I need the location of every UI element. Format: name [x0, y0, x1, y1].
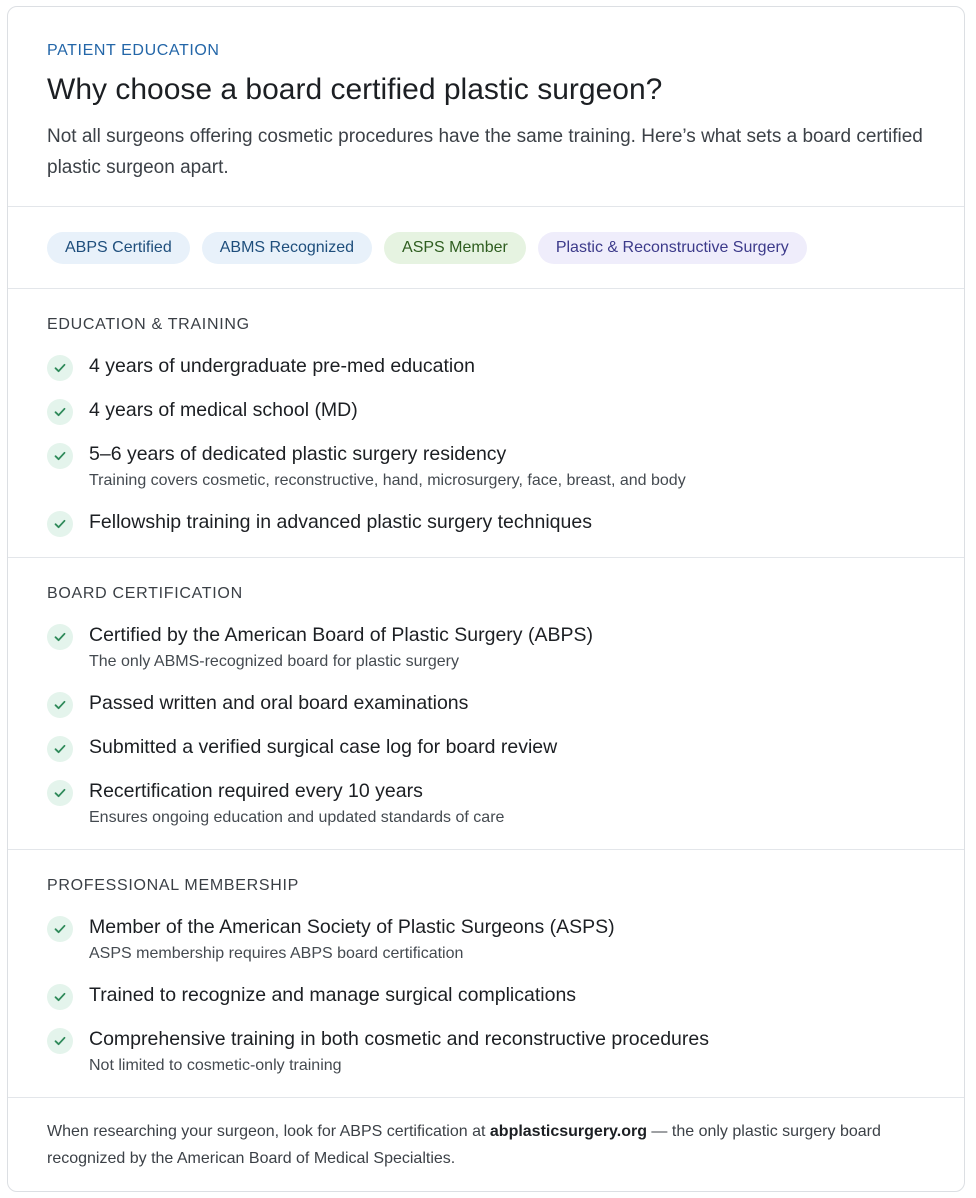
item-title: Trained to recognize and manage surgical complications	[89, 984, 577, 1006]
list-item	[47, 622, 924, 690]
check-icon	[47, 1028, 73, 1054]
check-icon	[47, 399, 73, 425]
check-icon	[47, 984, 73, 1010]
list-item	[47, 778, 924, 832]
item-subtitle: The only ABMS-recognized board for plastic surgery	[89, 653, 459, 670]
item-title: Certified by the American Board of Plastic Surgery (ABPS)	[89, 624, 593, 646]
check-icon	[47, 916, 73, 942]
list-item	[47, 982, 924, 1026]
check-icon	[47, 780, 73, 806]
badge-abps-certified: ABPS Certified	[47, 232, 190, 264]
item-subtitle: ASPS membership requires ABPS board certification	[89, 945, 464, 962]
check-icon	[47, 511, 73, 537]
check-icon	[47, 692, 73, 718]
item-subtitle: Not limited to cosmetic-only training	[89, 1057, 342, 1074]
badge-asps-member: ASPS Member	[384, 232, 526, 264]
check-icon	[47, 443, 73, 469]
check-icon	[47, 736, 73, 762]
item-title: 4 years of undergraduate pre-med education	[89, 355, 475, 377]
badge-row	[8, 207, 964, 289]
list-item	[47, 914, 924, 982]
card-header	[8, 7, 964, 207]
check-icon	[47, 624, 73, 650]
section-title: BOARD CERTIFICATION	[47, 585, 243, 602]
eyebrow-label: PATIENT EDUCATION	[47, 42, 220, 59]
item-title: Submitted a verified surgical case log for board review	[89, 736, 558, 758]
item-title: Fellowship training in advanced plastic surgery techniques	[89, 511, 592, 533]
list-item	[47, 353, 924, 397]
item-title: Member of the American Society of Plastic Surgeons (ASPS)	[89, 916, 615, 938]
footer-note	[8, 1098, 964, 1172]
item-title: 4 years of medical school (MD)	[89, 399, 358, 421]
intro-text: Not all surgeons offering cosmetic procedures have the same training. Here’s what sets a board certified plastic surgeon apart.	[47, 126, 923, 178]
list-item	[47, 690, 924, 734]
abps-website-link[interactable]: abplasticsurgery.org	[489, 1123, 647, 1140]
section-professional-membership	[8, 850, 964, 1098]
checklist	[47, 353, 924, 539]
badge-abms-recognized: ABMS Recognized	[202, 232, 372, 264]
item-title: 5–6 years of dedicated plastic surgery residency	[89, 443, 507, 465]
list-item	[47, 441, 924, 509]
footer-prefix: When researching your surgeon, look for ABPS certification at	[47, 1123, 490, 1140]
section-board-certification	[8, 558, 964, 850]
footer-suffix: — the only plastic surgery board recognized by the American Board of Medical Specialties.	[47, 1123, 881, 1167]
check-icon	[47, 355, 73, 381]
page-title: Why choose a board certified plastic surgeon?	[47, 73, 663, 106]
checklist	[47, 914, 924, 1080]
item-subtitle: Training covers cosmetic, reconstructive, hand, microsurgery, face, breast, and body	[89, 472, 686, 489]
item-title: Recertification required every 10 years	[89, 780, 423, 802]
section-education-training	[8, 289, 964, 558]
list-item	[47, 734, 924, 778]
list-item	[47, 397, 924, 441]
list-item	[47, 509, 924, 539]
section-title: EDUCATION & TRAINING	[47, 316, 250, 333]
education-card	[7, 6, 965, 1192]
section-title: PROFESSIONAL MEMBERSHIP	[47, 877, 299, 894]
list-item	[47, 1026, 924, 1080]
badge-plastic-reconstructive: Plastic & Reconstructive Surgery	[538, 232, 807, 264]
item-title: Comprehensive training in both cosmetic and reconstructive procedures	[89, 1028, 709, 1050]
checklist	[47, 622, 924, 832]
item-title: Passed written and oral board examinations	[89, 692, 469, 714]
item-subtitle: Ensures ongoing education and updated standards of care	[89, 809, 505, 826]
